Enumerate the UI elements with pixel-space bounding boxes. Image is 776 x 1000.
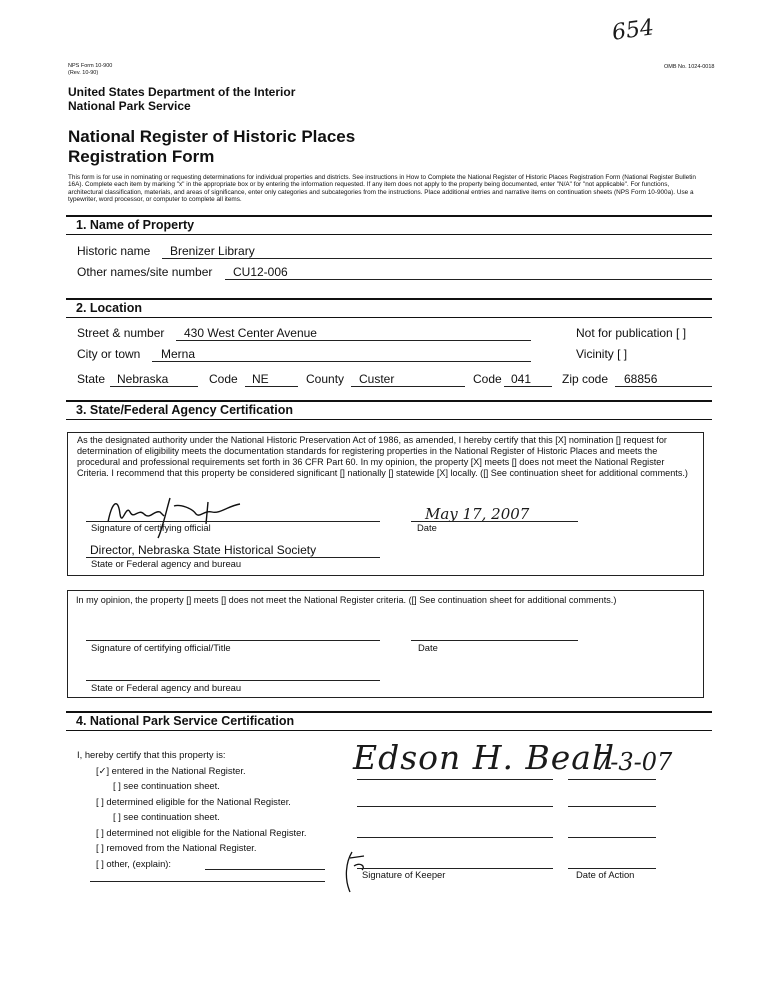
- handwritten-number: 654: [610, 15, 656, 46]
- keeper-label: Signature of Keeper: [362, 869, 446, 880]
- street-value[interactable]: 430 West Center Avenue: [184, 326, 317, 340]
- agency-label: State or Federal agency and bureau: [91, 558, 242, 569]
- option-continuation-2[interactable]: [ ] see continuation sheet.: [113, 811, 220, 822]
- date-label: Date: [417, 522, 437, 533]
- option-determined-eligible[interactable]: [ ] determined eligible for the National Register.: [96, 796, 291, 807]
- opinion-date-line: [411, 640, 578, 641]
- vicinity[interactable]: Vicinity [ ]: [576, 347, 628, 361]
- opinion-text: In my opinion, the property [] meets [] does not meet the National Register criteria. ([] See continuation sheet for additional comments.): [76, 595, 617, 605]
- zip-label: Zip code: [562, 372, 609, 386]
- state-code-line: [245, 386, 298, 387]
- section-3-title: 3. State/Federal Agency Certification: [76, 403, 293, 417]
- department: United States Department of the Interior: [68, 85, 296, 99]
- section-3-header: [66, 400, 712, 420]
- section-1-header: [66, 215, 712, 235]
- zip-line: [615, 386, 712, 387]
- option-other[interactable]: [ ] other, (explain):: [96, 858, 172, 869]
- other-names-line: [225, 279, 712, 280]
- option-continuation-1[interactable]: [ ] see continuation sheet.: [113, 780, 220, 791]
- zip-value[interactable]: 68856: [624, 372, 658, 386]
- form-number: NPS Form 10-900: [68, 63, 113, 69]
- other-names-label: Other names/site number: [77, 265, 213, 279]
- nps-cert-intro: I, hereby certify that this property is:: [77, 749, 226, 760]
- keeper-signature[interactable]: Edson H. Beall: [353, 738, 616, 777]
- service: National Park Service: [68, 99, 191, 113]
- section-4-header: [66, 711, 712, 731]
- option-not-eligible[interactable]: [ ] determined not eligible for the National Register.: [96, 827, 307, 838]
- action-line-2: [568, 806, 656, 807]
- other-explain-line-2: [90, 881, 325, 882]
- county-code-value[interactable]: 041: [511, 372, 532, 386]
- opinion-date-label: Date: [418, 642, 438, 653]
- city-line: [152, 361, 531, 362]
- action-line-1: [568, 779, 656, 780]
- state-label: State: [77, 372, 106, 386]
- option-entered[interactable]: [✓] entered in the National Register.: [96, 765, 246, 776]
- county-code-line: [504, 386, 552, 387]
- action-line-3: [568, 837, 656, 838]
- city-value[interactable]: Merna: [161, 347, 196, 361]
- state-value[interactable]: Nebraska: [117, 372, 169, 386]
- opinion-signature-label: Signature of certifying official/Title: [91, 642, 231, 653]
- form-title-1: National Register of Historic Places: [68, 127, 356, 146]
- keeper-line-2: [357, 806, 553, 807]
- certifying-official-signature: [100, 492, 270, 542]
- state-line: [110, 386, 198, 387]
- agency-value[interactable]: Director, Nebraska State Historical Society: [90, 543, 317, 557]
- street-line: [176, 340, 531, 341]
- county-code-label: Code: [473, 372, 502, 386]
- form-instructions: This form is for use in nominating or requesting determinations for individual properties and districts. See instructions in How to Complete the National Register of Historic Places Registration Form (National Register Bulletin 16A). Complete each item by marking "x" in the appropriate box or by entering the information requested. If any item does not apply to the property being documented, enter "N/A" for "not applicable". For functions, architectural classification, materials, and areas of significance, enter only categories and subcategories from the instructions. Place additional entries and narrative items on continuation sheets (NPS Form 10-900a). Use a typewriter, word processor, or computer to complete all items.: [68, 174, 696, 204]
- historic-name-label: Historic name: [77, 244, 151, 258]
- section-1-title: 1. Name of Property: [76, 218, 195, 232]
- form-rev: (Rev. 10-90): [68, 70, 99, 76]
- city-label: City or town: [77, 347, 141, 361]
- option-removed[interactable]: [ ] removed from the National Register.: [96, 842, 257, 853]
- other-names-value[interactable]: CU12-006: [233, 265, 288, 279]
- county-label: County: [306, 372, 345, 386]
- not-for-publication[interactable]: Not for publication [ ]: [576, 326, 687, 340]
- county-value[interactable]: Custer: [359, 372, 395, 386]
- street-label: Street & number: [77, 326, 165, 340]
- form-title-2: Registration Form: [68, 147, 215, 166]
- section-2-header: [66, 298, 712, 318]
- historic-name-line: [162, 258, 712, 259]
- action-date[interactable]: 7-3-07: [595, 748, 673, 776]
- signed-date[interactable]: May 17, 2007: [425, 505, 530, 523]
- keeper-line-1: [357, 779, 553, 780]
- section-2-title: 2. Location: [76, 301, 142, 315]
- omb-number: OMB No. 1024-0018: [664, 64, 715, 70]
- opinion-signature-line: [86, 640, 380, 641]
- state-code-value[interactable]: NE: [252, 372, 269, 386]
- keeper-line-3: [357, 837, 553, 838]
- county-line: [351, 386, 465, 387]
- signature-label: Signature of certifying official: [91, 522, 211, 533]
- historic-name-value[interactable]: Brenizer Library: [170, 244, 255, 258]
- opinion-agency-label: State or Federal agency and bureau: [91, 682, 242, 693]
- opinion-agency-line: [86, 680, 380, 681]
- certification-text: As the designated authority under the National Historic Preservation Act of 1986, as amended, I hereby certify that this [X] nomination [] request for determination of eligibility meets the documentation standards for registering properties in the National Register of Historic Places and meets the procedural and professional requirements set forth in 36 CFR Part 60. In my opinion, the property [X] meets [] does not meet the National Register Criteria. I recommend that this property be considered significant [] nationally [] statewide [X] locally. ([] See continuation sheet for additional comments.): [77, 435, 688, 478]
- other-explain-line-1: [205, 869, 325, 870]
- action-date-label: Date of Action: [576, 869, 635, 880]
- section-4-title: 4. National Park Service Certification: [76, 714, 295, 728]
- state-code-label: Code: [209, 372, 238, 386]
